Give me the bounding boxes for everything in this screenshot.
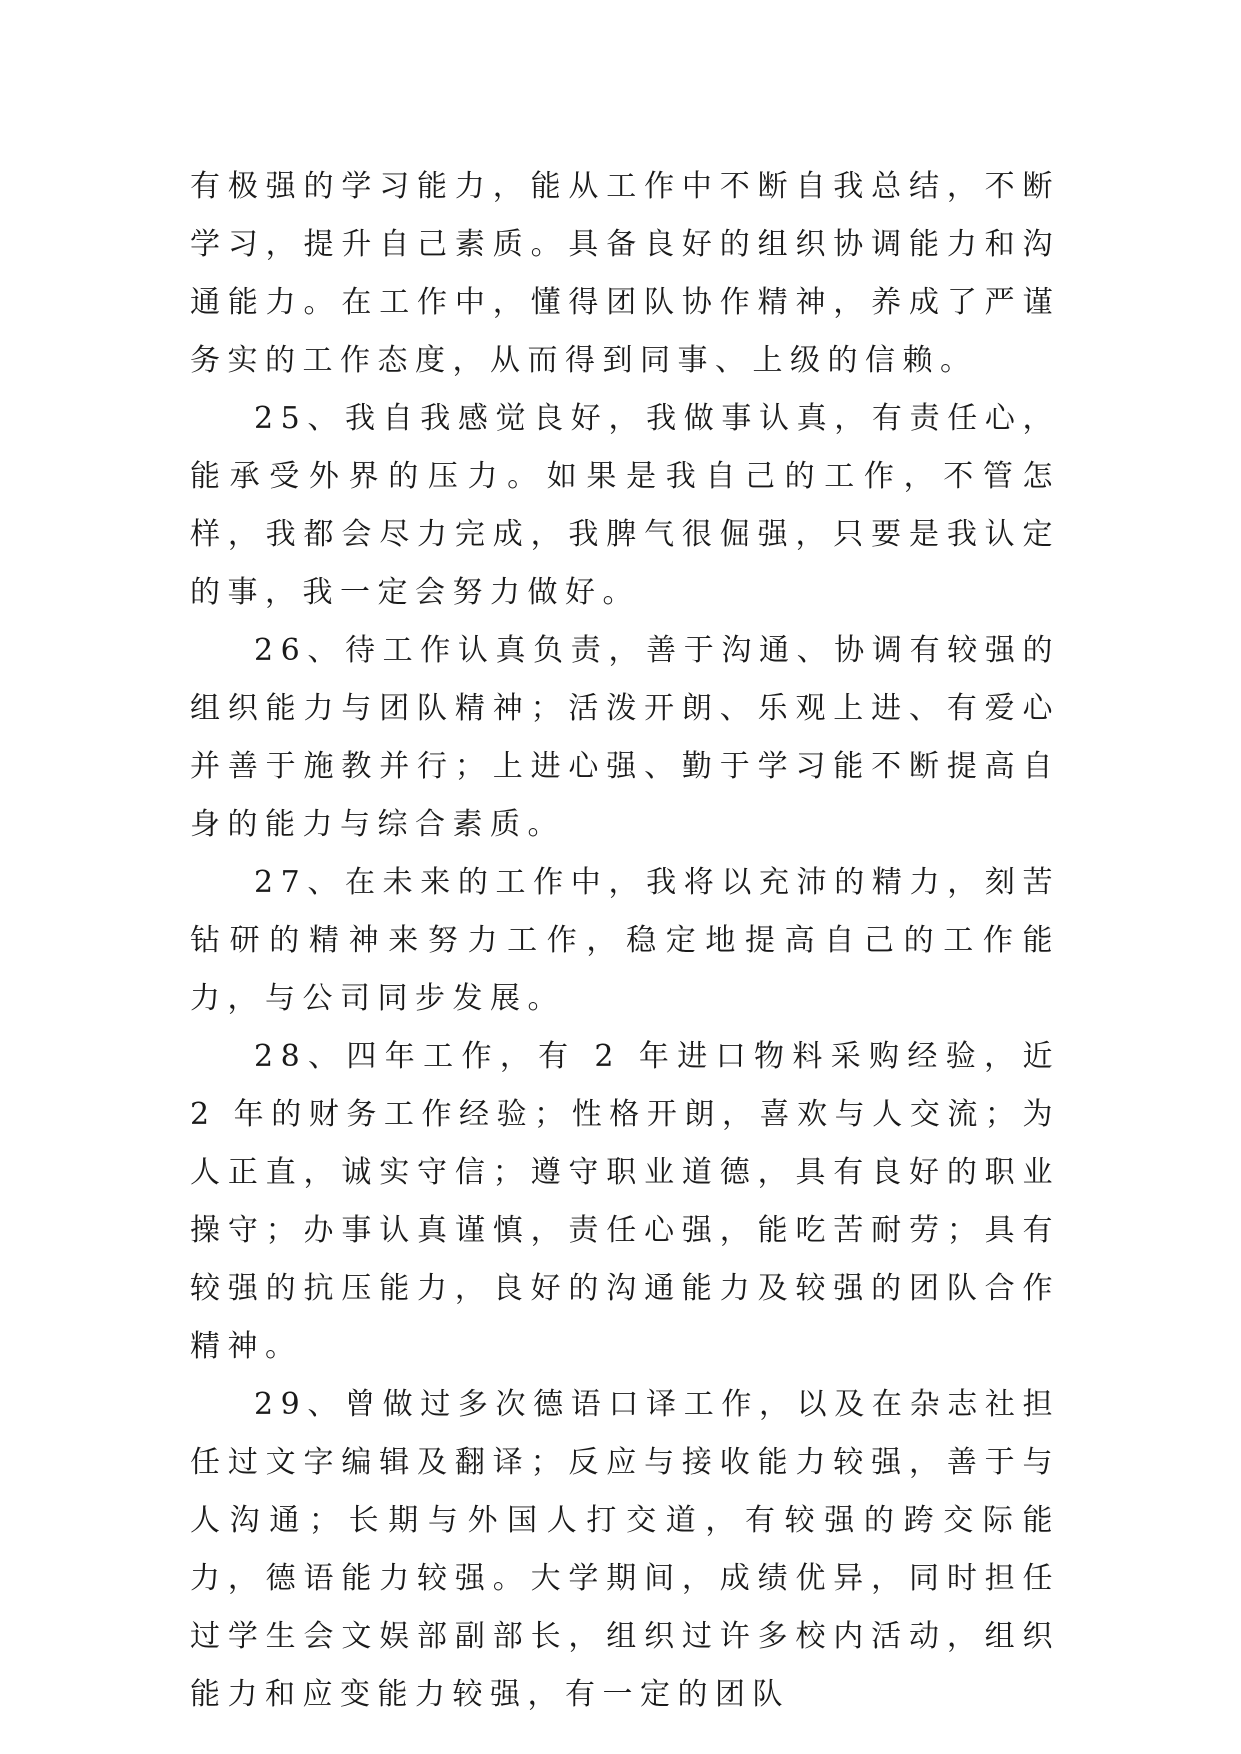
paragraph-item-29: 29、曾做过多次德语口译工作，以及在杂志社担任过文字编辑及翻译；反应与接收能力较强，善于与人沟通；长期与外国人打交道，有较强的跨交际能力，德语能力较强。大学期间，成绩优异，同时担任过学生会文娱部副部长，组织过许多校内活动，组织能力和应变能力较强，有一定的团队 bbox=[190, 1387, 1060, 1712]
paragraph-item-27: 27、在未来的工作中，我将以充沛的精力，刻苦钻研的精神来努力工作，稳定地提高自己的工作能力，与公司同步发展。 bbox=[190, 865, 1060, 1016]
paragraph-item-26: 26、待工作认真负责，善于沟通、协调有较强的组织能力与团队精神；活泼开朗、乐观上进、有爱心并善于施教并行；上进心强、勤于学习能不断提高自身的能力与综合素质。 bbox=[190, 633, 1060, 842]
paragraph-item-28: 28、四年工作，有 2 年进口物料采购经验，近 2 年的财务工作经验；性格开朗，喜欢与人交流；为人正直，诚实守信；遵守职业道德，具有良好的职业操守；办事认真谨慎，责任心强，能吃苦耐劳；具有较强的抗压能力，良好的沟通能力及较强的团队合作精神。 bbox=[190, 1039, 1060, 1364]
paragraph-item-25: 25、我自我感觉良好，我做事认真，有责任心，能承受外界的压力。如果是我自己的工作，不管怎样，我都会尽力完成，我脾气很倔强，只要是我认定的事，我一定会努力做好。 bbox=[190, 401, 1060, 610]
document-body bbox=[190, 158, 1060, 1724]
paragraph-continuation: 有极强的学习能力，能从工作中不断自我总结，不断学习，提升自己素质。具备良好的组织协调能力和沟通能力。在工作中，懂得团队协作精神，养成了严谨务实的工作态度，从而得到同事、上级的信赖。 bbox=[190, 169, 1060, 378]
